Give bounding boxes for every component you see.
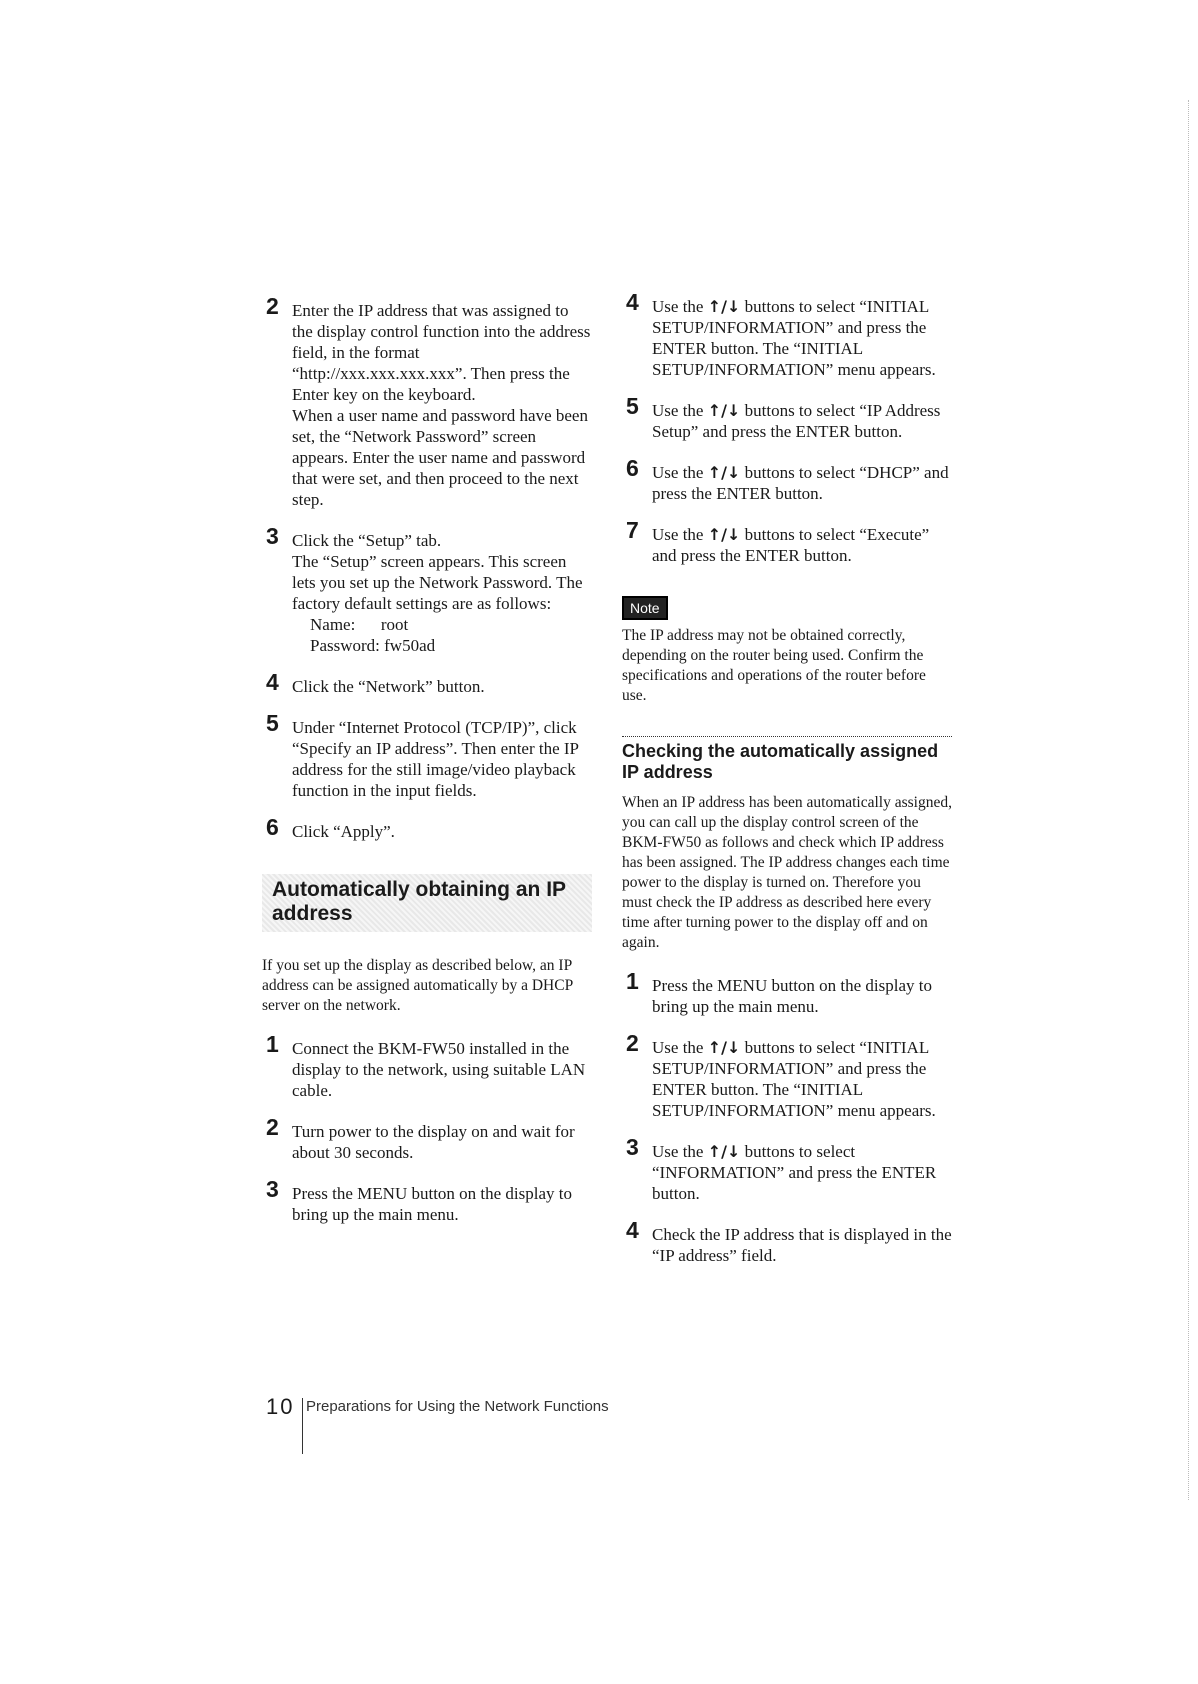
step-text-post: buttons to select “DHCP” and press the ENTER button. [652,463,949,503]
up-down-arrow-icon: ↑/↓ [707,401,741,420]
step-number: 4 [626,1217,639,1243]
step-text: The “Setup” screen appears. This screen lets you set up the Network Password. The factory default settings are as follows: [292,552,583,613]
step-3-setup-tab [262,523,592,656]
step-text-pre: Use the [652,463,708,482]
right-column [622,289,952,1286]
subheading-intro: When an IP address has been automatically assigned, you can call up the display control screen of the BKM-FW50 as follows and check which IP address has been assigned. The IP address changes each time power to the display is turned on. Therefore you must check the IP address as described here every time after turning power to the display off and on again. [622,794,952,951]
step-number: 6 [626,455,639,481]
note-text: The IP address may not be obtained correctly, depending on the router being used. Confirm the specifications and operations of the router before use. [622,627,926,704]
step-text [652,1037,952,1121]
page-edge-line [1188,100,1190,1500]
auto-step-3 [262,1176,592,1225]
up-down-arrow-icon: ↑/↓ [707,297,741,316]
step-text [652,462,952,504]
step-number: 4 [626,289,639,315]
step-number: 3 [266,1176,279,1202]
footer-divider [302,1398,303,1454]
auto-step-7 [622,517,952,566]
step-number: 1 [626,968,639,994]
step-number: 5 [626,393,639,419]
step-5-tcpip [262,710,592,801]
page-number: 10 [266,1394,295,1419]
default-password: Password: fw50ad [310,636,436,655]
up-down-arrow-icon: ↑/↓ [707,1142,741,1161]
step-text-pre: Use the [652,297,708,316]
step-2-enter-ip [262,293,592,510]
default-name: Name: root [310,615,409,634]
step-text: Click the “Setup” tab. [292,531,442,550]
auto-step-2 [262,1114,592,1163]
step-text [652,524,952,566]
section-heading: Automatically obtaining an IP address [262,874,592,932]
subheading-check-ip: Checking the automatically assigned IP address [622,736,952,783]
step-text-post: buttons to select “IP Address Setup” and press the ENTER button. [652,401,941,441]
step-text: Click the “Network” button. [292,677,485,696]
step-text-pre: Use the [652,1038,708,1057]
auto-step-5 [622,393,952,442]
check-step-3 [622,1134,952,1204]
step-text [652,400,952,442]
step-number: 4 [266,669,279,695]
step-number: 6 [266,814,279,840]
check-step-4 [622,1217,952,1266]
step-text-post: buttons to select “INFORMATION” and press the ENTER button. [652,1142,937,1203]
step-text-post: buttons to select “INITIAL SETUP/INFORMATION” and press the ENTER button. The “INITIAL SETUP/INFORMATION” menu appears. [652,1038,936,1120]
note-badge: Note [622,596,668,620]
step-number: 7 [626,517,639,543]
step-number: 2 [626,1030,639,1056]
step-text-post: buttons to select “INITIAL SETUP/INFORMATION” and press the ENTER button. The “INITIAL SETUP/INFORMATION” menu appears. [652,297,936,379]
step-number: 3 [266,523,279,549]
step-4-network-button [262,669,592,697]
step-text-post: buttons to select “Execute” and press the ENTER button. [652,525,930,565]
section-intro: If you set up the display as described below, an IP address can be assigned automatically by a DHCP server on the network. [262,957,573,1014]
step-number: 1 [266,1031,279,1057]
up-down-arrow-icon: ↑/↓ [707,1038,741,1057]
step-number: 5 [266,710,279,736]
step-text-pre: Use the [652,401,708,420]
step-text: Turn power to the display on and wait for about 30 seconds. [292,1122,575,1162]
step-6-apply [262,814,592,842]
step-text: Click “Apply”. [292,822,395,841]
step-text-pre: Check the IP address that is displayed in the “IP address” field. [652,1225,952,1265]
step-text-pre: Press the MENU button on the display to bring up the main menu. [652,976,933,1016]
step-text: Connect the BKM-FW50 installed in the display to the network, using suitable LAN cable. [292,1039,586,1100]
step-text [652,296,952,380]
check-step-2 [622,1030,952,1121]
step-text [652,1224,952,1266]
left-column [262,293,592,1245]
step-text: When a user name and password have been set, the “Network Password” screen appears. Enter the user name and password that were set, and then proceed to the next step. [292,406,588,509]
step-number: 3 [626,1134,639,1160]
check-step-1 [622,968,952,1017]
step-text-pre: Use the [652,1142,708,1161]
up-down-arrow-icon: ↑/↓ [707,525,741,544]
up-down-arrow-icon: ↑/↓ [707,463,741,482]
auto-step-4 [622,289,952,380]
step-text: Enter the IP address that was assigned to the display control function into the address field, in the format “http://xxx.xxx.xxx.xxx”. Then press the Enter key on the keyboard. [292,301,591,404]
step-text [652,1141,952,1204]
step-number: 2 [266,1114,279,1140]
step-text: Under “Internet Protocol (TCP/IP)”, click “Specify an IP address”. Then enter the IP address for the still image/video playback function in the input fields. [292,718,579,800]
step-number: 2 [266,293,279,319]
footer-section-title: Preparations for Using the Network Functions [306,1398,609,1415]
auto-step-6 [622,455,952,504]
step-text: Press the MENU button on the display to bring up the main menu. [292,1184,573,1224]
auto-step-1 [262,1031,592,1101]
step-text-pre: Use the [652,525,708,544]
step-text [652,975,952,1017]
